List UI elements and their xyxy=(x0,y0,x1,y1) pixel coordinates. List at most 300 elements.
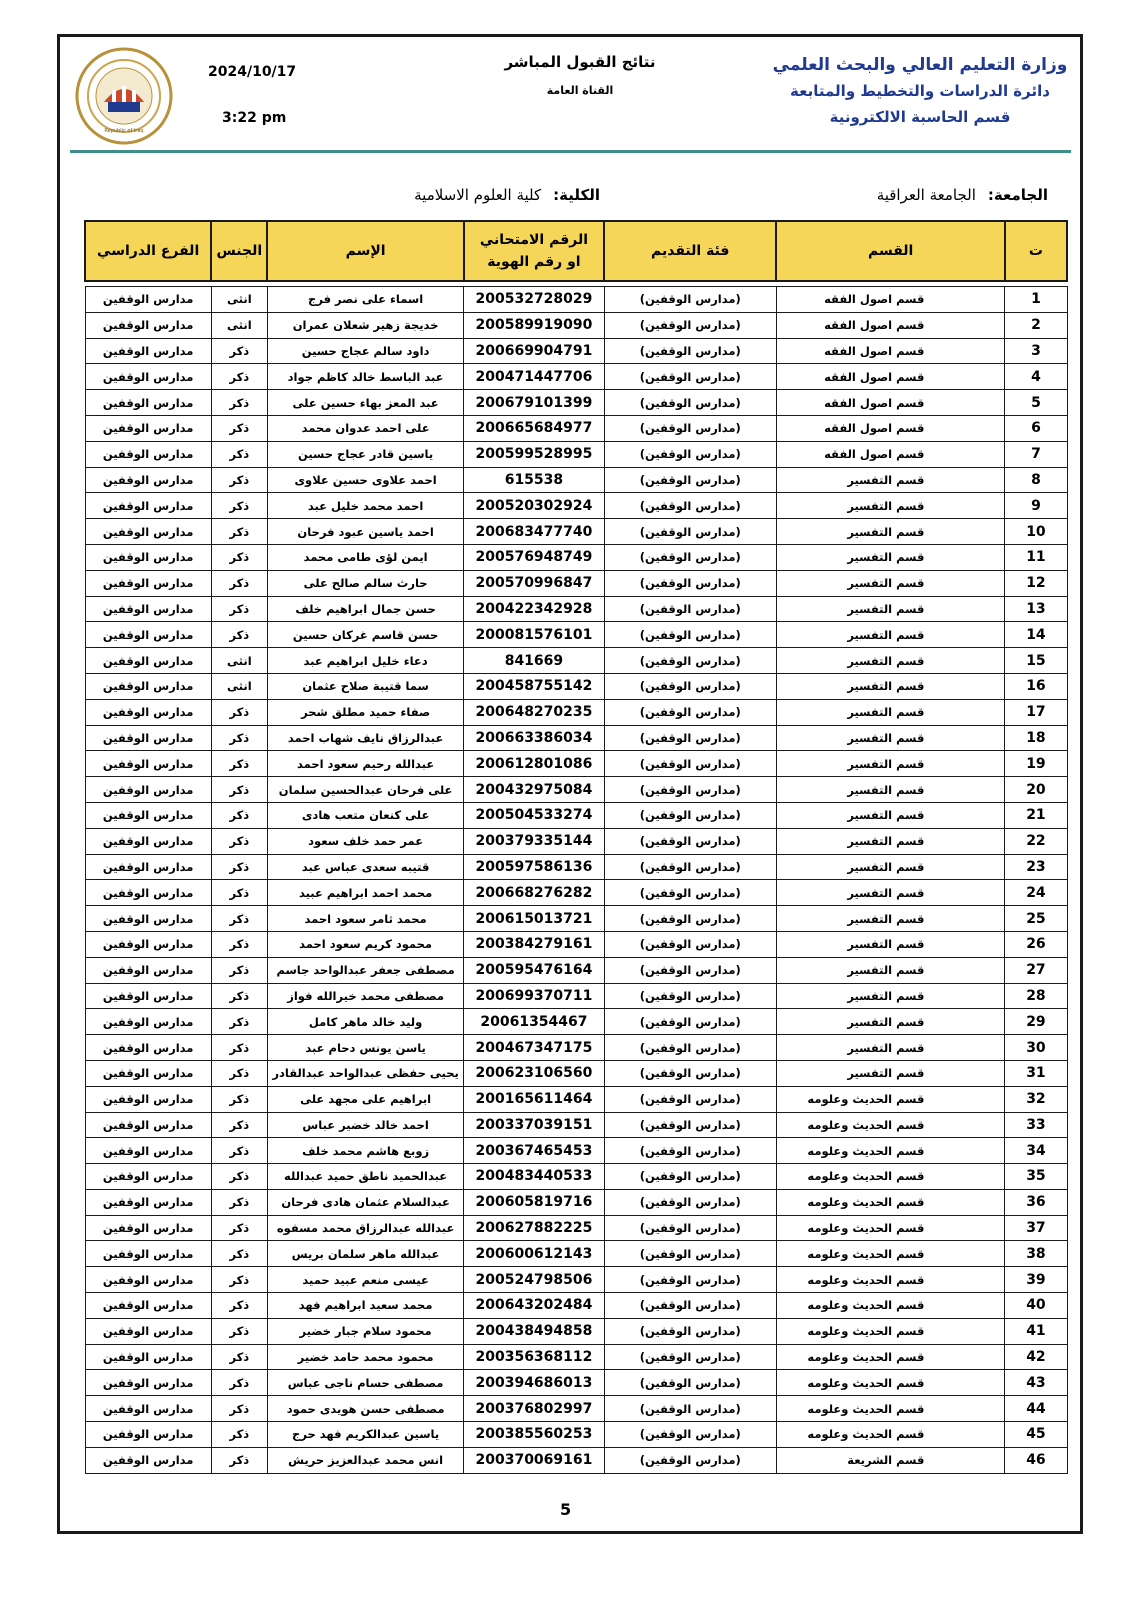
row-exam-number: 200081576101 xyxy=(464,622,604,648)
row-exam-number: 200683477740 xyxy=(464,519,604,545)
row-department: قسم التفسير xyxy=(776,854,1004,880)
college-label: الكلية: xyxy=(553,186,600,204)
table-row xyxy=(85,906,1067,932)
row-branch: مدارس الوقفين xyxy=(85,338,211,364)
row-department: قسم التفسير xyxy=(776,493,1004,519)
row-name: ياسين قادر عجاج حسين xyxy=(267,441,463,467)
row-branch: مدارس الوقفين xyxy=(85,312,211,338)
directorate-name: دائرة الدراسات والتخطيط والمتابعة xyxy=(790,82,1050,100)
table-row xyxy=(85,287,1067,313)
row-index: 27 xyxy=(1005,957,1067,983)
row-gender: ذكر xyxy=(211,1215,267,1241)
row-gender: ذكر xyxy=(211,931,267,957)
table-row xyxy=(85,364,1067,390)
table-row xyxy=(85,312,1067,338)
row-exam-number: 615538 xyxy=(464,467,604,493)
table-row xyxy=(85,699,1067,725)
row-branch: مدارس الوقفين xyxy=(85,1344,211,1370)
row-department: قسم التفسير xyxy=(776,622,1004,648)
row-category: (مدارس الوقفين) xyxy=(604,906,776,932)
row-name: ياسن يونس دحام عبد xyxy=(267,1035,463,1061)
row-branch: مدارس الوقفين xyxy=(85,1086,211,1112)
row-category: (مدارس الوقفين) xyxy=(604,1112,776,1138)
row-branch: مدارس الوقفين xyxy=(85,441,211,467)
row-gender: ذكر xyxy=(211,467,267,493)
row-branch: مدارس الوقفين xyxy=(85,957,211,983)
row-category: (مدارس الوقفين) xyxy=(604,957,776,983)
table-row xyxy=(85,570,1067,596)
row-name: عيسى منعم عبيد حميد xyxy=(267,1267,463,1293)
row-category: (مدارس الوقفين) xyxy=(604,699,776,725)
document-heading xyxy=(455,50,705,97)
row-name: مصطفى محمد خيرالله فواز xyxy=(267,983,463,1009)
row-gender: ذكر xyxy=(211,1189,267,1215)
row-branch: مدارس الوقفين xyxy=(85,802,211,828)
table-row xyxy=(85,1112,1067,1138)
table-row xyxy=(85,828,1067,854)
row-category: (مدارس الوقفين) xyxy=(604,983,776,1009)
row-branch: مدارس الوقفين xyxy=(85,622,211,648)
row-name: ياسين عبدالكريم فهد حرج xyxy=(267,1422,463,1448)
row-exam-number: 200524798506 xyxy=(464,1267,604,1293)
table-row xyxy=(85,415,1067,441)
row-exam-number: 200669904791 xyxy=(464,338,604,364)
row-department: قسم الشريعة xyxy=(776,1447,1004,1473)
row-department: قسم التفسير xyxy=(776,1060,1004,1086)
page-number: 5 xyxy=(560,1500,572,1519)
row-gender: ذكر xyxy=(211,1164,267,1190)
row-branch: مدارس الوقفين xyxy=(85,673,211,699)
row-index: 39 xyxy=(1005,1267,1067,1293)
row-branch: مدارس الوقفين xyxy=(85,777,211,803)
table-row xyxy=(85,751,1067,777)
row-department: قسم التفسير xyxy=(776,673,1004,699)
print-date: 2024/10/17 xyxy=(208,64,297,80)
row-exam-number: 200337039151 xyxy=(464,1112,604,1138)
row-department: قسم التفسير xyxy=(776,467,1004,493)
row-category: (مدارس الوقفين) xyxy=(604,1293,776,1319)
print-time: 3:22 pm xyxy=(222,110,287,126)
row-name: مصطفى حسام ناجى عباس xyxy=(267,1370,463,1396)
row-department: قسم اصول الفقه xyxy=(776,441,1004,467)
college-field xyxy=(340,186,600,204)
row-gender: ذكر xyxy=(211,802,267,828)
row-department: قسم الحديث وعلومه xyxy=(776,1318,1004,1344)
table-row xyxy=(85,441,1067,467)
row-gender: ذكر xyxy=(211,544,267,570)
row-category: (مدارس الوقفين) xyxy=(604,1164,776,1190)
university-field xyxy=(877,186,1048,204)
row-index: 32 xyxy=(1005,1086,1067,1112)
row-index: 30 xyxy=(1005,1035,1067,1061)
row-index: 2 xyxy=(1005,312,1067,338)
row-category: (مدارس الوقفين) xyxy=(604,570,776,596)
row-category: (مدارس الوقفين) xyxy=(604,854,776,880)
row-name: خديجة زهير شعلان عمران xyxy=(267,312,463,338)
row-name: محمد سعيد ابراهيم فهد xyxy=(267,1293,463,1319)
row-gender: ذكر xyxy=(211,777,267,803)
row-index: 24 xyxy=(1005,880,1067,906)
table-row xyxy=(85,1318,1067,1344)
table-row xyxy=(85,1189,1067,1215)
row-name: على احمد عدوان محمد xyxy=(267,415,463,441)
table-row xyxy=(85,983,1067,1009)
row-category: (مدارس الوقفين) xyxy=(604,777,776,803)
row-index: 16 xyxy=(1005,673,1067,699)
row-category: (مدارس الوقفين) xyxy=(604,1086,776,1112)
row-category: (مدارس الوقفين) xyxy=(604,1241,776,1267)
row-department: قسم الحديث وعلومه xyxy=(776,1344,1004,1370)
row-branch: مدارس الوقفين xyxy=(85,493,211,519)
row-name: ايمن لؤى طامى محمد xyxy=(267,544,463,570)
row-department: قسم الحديث وعلومه xyxy=(776,1267,1004,1293)
row-department: قسم التفسير xyxy=(776,648,1004,674)
row-branch: مدارس الوقفين xyxy=(85,751,211,777)
row-department: قسم التفسير xyxy=(776,777,1004,803)
row-branch: مدارس الوقفين xyxy=(85,1138,211,1164)
table-row xyxy=(85,854,1067,880)
row-branch: مدارس الوقفين xyxy=(85,415,211,441)
table-row xyxy=(85,1370,1067,1396)
row-branch: مدارس الوقفين xyxy=(85,1318,211,1344)
row-branch: مدارس الوقفين xyxy=(85,570,211,596)
row-department: قسم الحديث وعلومه xyxy=(776,1370,1004,1396)
row-exam-number: 200699370711 xyxy=(464,983,604,1009)
row-exam-number: 200589919090 xyxy=(464,312,604,338)
row-category: (مدارس الوقفين) xyxy=(604,493,776,519)
row-name: احمد علاوى حسين علاوى xyxy=(267,467,463,493)
row-category: (مدارس الوقفين) xyxy=(604,673,776,699)
col-header-department: القسم xyxy=(776,221,1004,281)
row-name: اسماء على نصر فرج xyxy=(267,287,463,313)
row-department: قسم التفسير xyxy=(776,596,1004,622)
row-department: قسم التفسير xyxy=(776,1009,1004,1035)
row-gender: ذكر xyxy=(211,1396,267,1422)
row-category: (مدارس الوقفين) xyxy=(604,1422,776,1448)
row-exam-number: 200576948749 xyxy=(464,544,604,570)
row-category: (مدارس الوقفين) xyxy=(604,338,776,364)
row-branch: مدارس الوقفين xyxy=(85,648,211,674)
row-department: قسم الحديث وعلومه xyxy=(776,1138,1004,1164)
row-department: قسم الحديث وعلومه xyxy=(776,1086,1004,1112)
row-gender: ذكر xyxy=(211,1138,267,1164)
row-index: 26 xyxy=(1005,931,1067,957)
row-exam-number: 200384279161 xyxy=(464,931,604,957)
table-row xyxy=(85,1447,1067,1473)
row-name: زوبع هاشم محمد خلف xyxy=(267,1138,463,1164)
row-branch: مدارس الوقفين xyxy=(85,1241,211,1267)
row-name: حسن قاسم غركان حسين xyxy=(267,622,463,648)
row-gender: ذكر xyxy=(211,725,267,751)
row-branch: مدارس الوقفين xyxy=(85,364,211,390)
row-branch: مدارس الوقفين xyxy=(85,467,211,493)
row-name: دعاء خليل ابراهيم عبد xyxy=(267,648,463,674)
table-row xyxy=(85,622,1067,648)
col-header-category: فئة التقديم xyxy=(604,221,776,281)
row-exam-number: 200612801086 xyxy=(464,751,604,777)
row-index: 19 xyxy=(1005,751,1067,777)
row-name: محمد احمد ابراهيم عبيد xyxy=(267,880,463,906)
row-gender: انثى xyxy=(211,673,267,699)
row-exam-number: 200458755142 xyxy=(464,673,604,699)
table-row xyxy=(85,467,1067,493)
row-branch: مدارس الوقفين xyxy=(85,1164,211,1190)
row-index: 34 xyxy=(1005,1138,1067,1164)
row-name: عبدالحميد ناطق حميد عبدالله xyxy=(267,1164,463,1190)
row-category: (مدارس الوقفين) xyxy=(604,312,776,338)
row-name: سما قتيبة صلاح عثمان xyxy=(267,673,463,699)
row-gender: ذكر xyxy=(211,1293,267,1319)
row-department: قسم التفسير xyxy=(776,519,1004,545)
row-gender: ذكر xyxy=(211,1422,267,1448)
row-category: (مدارس الوقفين) xyxy=(604,828,776,854)
row-name: محمود سلام جبار خضير xyxy=(267,1318,463,1344)
table-row xyxy=(85,596,1067,622)
row-department: قسم التفسير xyxy=(776,1035,1004,1061)
table-row xyxy=(85,931,1067,957)
table-row xyxy=(85,1035,1067,1061)
row-gender: ذكر xyxy=(211,751,267,777)
row-branch: مدارس الوقفين xyxy=(85,519,211,545)
row-index: 38 xyxy=(1005,1241,1067,1267)
row-name: محمد ثامر سعود احمد xyxy=(267,906,463,932)
row-exam-number: 200643202484 xyxy=(464,1293,604,1319)
row-department: قسم الحديث وعلومه xyxy=(776,1396,1004,1422)
row-department: قسم التفسير xyxy=(776,699,1004,725)
row-branch: مدارس الوقفين xyxy=(85,828,211,854)
col-header-branch: الفرع الدراسي xyxy=(85,221,211,281)
row-category: (مدارس الوقفين) xyxy=(604,544,776,570)
table-row xyxy=(85,777,1067,803)
college-value: كلية العلوم الاسلامية xyxy=(414,186,542,204)
row-gender: انثى xyxy=(211,287,267,313)
row-department: قسم الحديث وعلومه xyxy=(776,1215,1004,1241)
row-name: عبدالسلام عثمان هادى فرحان xyxy=(267,1189,463,1215)
row-index: 22 xyxy=(1005,828,1067,854)
row-department: قسم التفسير xyxy=(776,751,1004,777)
table-row xyxy=(85,1293,1067,1319)
row-name: عبدالرزاق نايف شهاب احمد xyxy=(267,725,463,751)
table-row xyxy=(85,1138,1067,1164)
table-row xyxy=(85,673,1067,699)
row-exam-number: 200679101399 xyxy=(464,390,604,416)
header-divider xyxy=(70,150,1071,153)
row-name: عبدالله عبدالرزاق محمد مسفوه xyxy=(267,1215,463,1241)
row-category: (مدارس الوقفين) xyxy=(604,1344,776,1370)
row-category: (مدارس الوقفين) xyxy=(604,931,776,957)
row-name: حارث سالم صالح على xyxy=(267,570,463,596)
row-index: 20 xyxy=(1005,777,1067,803)
row-name: عبد الباسط خالد كاظم جواد xyxy=(267,364,463,390)
row-exam-number: 841669 xyxy=(464,648,604,674)
row-name: مصطفى جعفر عبدالواحد جاسم xyxy=(267,957,463,983)
row-index: 18 xyxy=(1005,725,1067,751)
row-name: مصطفى حسن هويدى حمود xyxy=(267,1396,463,1422)
row-gender: ذكر xyxy=(211,699,267,725)
row-gender: ذكر xyxy=(211,1060,267,1086)
row-branch: مدارس الوقفين xyxy=(85,1422,211,1448)
row-category: (مدارس الوقفين) xyxy=(604,802,776,828)
col-header-exam-number: الرقم الامتحاني او رقم الهوية xyxy=(464,221,604,281)
table-row xyxy=(85,1086,1067,1112)
row-category: (مدارس الوقفين) xyxy=(604,1138,776,1164)
table-row xyxy=(85,1267,1067,1293)
admission-results-table xyxy=(84,220,1068,1474)
row-category: (مدارس الوقفين) xyxy=(604,880,776,906)
table-row xyxy=(85,725,1067,751)
row-gender: ذكر xyxy=(211,570,267,596)
row-exam-number: 20061354467 xyxy=(464,1009,604,1035)
table-row xyxy=(85,1396,1067,1422)
row-index: 29 xyxy=(1005,1009,1067,1035)
row-branch: مدارس الوقفين xyxy=(85,931,211,957)
row-exam-number: 200648270235 xyxy=(464,699,604,725)
row-gender: ذكر xyxy=(211,596,267,622)
row-branch: مدارس الوقفين xyxy=(85,1009,211,1035)
row-exam-number: 200600612143 xyxy=(464,1241,604,1267)
row-name: قتيبه سعدى عباس عبد xyxy=(267,854,463,880)
row-index: 3 xyxy=(1005,338,1067,364)
row-index: 31 xyxy=(1005,1060,1067,1086)
row-department: قسم الحديث وعلومه xyxy=(776,1189,1004,1215)
row-index: 6 xyxy=(1005,415,1067,441)
row-category: (مدارس الوقفين) xyxy=(604,364,776,390)
row-branch: مدارس الوقفين xyxy=(85,725,211,751)
row-department: قسم اصول الفقه xyxy=(776,338,1004,364)
row-exam-number: 200665684977 xyxy=(464,415,604,441)
row-exam-number: 200394686013 xyxy=(464,1370,604,1396)
ministry-seal-logo xyxy=(74,46,174,146)
ministry-name: وزارة التعليم العالي والبحث العلمي xyxy=(772,55,1068,75)
row-gender: ذكر xyxy=(211,906,267,932)
table-row xyxy=(85,1344,1067,1370)
row-index: 35 xyxy=(1005,1164,1067,1190)
row-exam-number: 200627882225 xyxy=(464,1215,604,1241)
university-label: الجامعة: xyxy=(987,186,1048,204)
row-department: قسم التفسير xyxy=(776,957,1004,983)
row-category: (مدارس الوقفين) xyxy=(604,441,776,467)
row-name: محمود محمد حامد خضير xyxy=(267,1344,463,1370)
row-index: 36 xyxy=(1005,1189,1067,1215)
row-index: 28 xyxy=(1005,983,1067,1009)
row-gender: ذكر xyxy=(211,1241,267,1267)
row-index: 25 xyxy=(1005,906,1067,932)
row-exam-number: 200356368112 xyxy=(464,1344,604,1370)
row-category: (مدارس الوقفين) xyxy=(604,415,776,441)
row-category: (مدارس الوقفين) xyxy=(604,287,776,313)
row-exam-number: 200599528995 xyxy=(464,441,604,467)
row-category: (مدارس الوقفين) xyxy=(604,1215,776,1241)
row-department: قسم اصول الفقه xyxy=(776,287,1004,313)
row-branch: مدارس الوقفين xyxy=(85,287,211,313)
university-value: الجامعة العراقية xyxy=(876,186,976,204)
row-index: 17 xyxy=(1005,699,1067,725)
row-index: 44 xyxy=(1005,1396,1067,1422)
row-index: 23 xyxy=(1005,854,1067,880)
table-row xyxy=(85,802,1067,828)
row-gender: ذكر xyxy=(211,854,267,880)
row-index: 5 xyxy=(1005,390,1067,416)
table-row xyxy=(85,648,1067,674)
row-branch: مدارس الوقفين xyxy=(85,1112,211,1138)
row-gender: ذكر xyxy=(211,957,267,983)
row-exam-number: 200379335144 xyxy=(464,828,604,854)
row-category: (مدارس الوقفين) xyxy=(604,1035,776,1061)
table-row xyxy=(85,1422,1067,1448)
table-row xyxy=(85,1009,1067,1035)
row-category: (مدارس الوقفين) xyxy=(604,467,776,493)
row-department: قسم التفسير xyxy=(776,725,1004,751)
row-exam-number: 200376802997 xyxy=(464,1396,604,1422)
row-branch: مدارس الوقفين xyxy=(85,854,211,880)
row-index: 10 xyxy=(1005,519,1067,545)
row-exam-number: 200605819716 xyxy=(464,1189,604,1215)
row-name: يحيى حفظى عبدالواحد عبدالقادر xyxy=(267,1060,463,1086)
row-department: قسم الحديث وعلومه xyxy=(776,1293,1004,1319)
table-header-row xyxy=(85,221,1067,281)
row-branch: مدارس الوقفين xyxy=(85,906,211,932)
row-category: (مدارس الوقفين) xyxy=(604,390,776,416)
table-row xyxy=(85,544,1067,570)
table-row xyxy=(85,519,1067,545)
row-name: محمود كريم سعود احمد xyxy=(267,931,463,957)
row-branch: مدارس الوقفين xyxy=(85,1396,211,1422)
row-category: (مدارس الوقفين) xyxy=(604,1370,776,1396)
document-subtitle: القناة العامة xyxy=(546,84,614,97)
row-gender: ذكر xyxy=(211,441,267,467)
row-exam-number: 200370069161 xyxy=(464,1447,604,1473)
table-row xyxy=(85,493,1067,519)
row-gender: ذكر xyxy=(211,1009,267,1035)
row-name: عبد المعز بهاء حسين على xyxy=(267,390,463,416)
row-gender: ذكر xyxy=(211,828,267,854)
row-gender: ذكر xyxy=(211,983,267,1009)
row-branch: مدارس الوقفين xyxy=(85,1293,211,1319)
row-department: قسم التفسير xyxy=(776,828,1004,854)
row-name: عبدالله ماهر سلمان بريس xyxy=(267,1241,463,1267)
row-department: قسم التفسير xyxy=(776,802,1004,828)
row-department: قسم التفسير xyxy=(776,544,1004,570)
row-index: 14 xyxy=(1005,622,1067,648)
row-category: (مدارس الوقفين) xyxy=(604,725,776,751)
row-branch: مدارس الوقفين xyxy=(85,390,211,416)
row-department: قسم التفسير xyxy=(776,906,1004,932)
row-exam-number: 200483440533 xyxy=(464,1164,604,1190)
row-exam-number: 200432975084 xyxy=(464,777,604,803)
row-category: (مدارس الوقفين) xyxy=(604,751,776,777)
row-department: قسم الحديث وعلومه xyxy=(776,1164,1004,1190)
row-department: قسم التفسير xyxy=(776,931,1004,957)
row-exam-number: 200385560253 xyxy=(464,1422,604,1448)
row-name: انس محمد عبدالعزيز حريش xyxy=(267,1447,463,1473)
row-name: عبدالله رحيم سعود احمد xyxy=(267,751,463,777)
row-index: 11 xyxy=(1005,544,1067,570)
row-department: قسم اصول الفقه xyxy=(776,312,1004,338)
row-gender: ذكر xyxy=(211,415,267,441)
row-index: 1 xyxy=(1005,287,1067,313)
row-index: 7 xyxy=(1005,441,1067,467)
row-branch: مدارس الوقفين xyxy=(85,1060,211,1086)
row-category: (مدارس الوقفين) xyxy=(604,519,776,545)
row-index: 43 xyxy=(1005,1370,1067,1396)
row-gender: ذكر xyxy=(211,880,267,906)
ministry-block xyxy=(770,52,1070,130)
row-index: 46 xyxy=(1005,1447,1067,1473)
row-department: قسم الحديث وعلومه xyxy=(776,1112,1004,1138)
row-name: صفاء حميد مطلق شحر xyxy=(267,699,463,725)
row-exam-number: 200597586136 xyxy=(464,854,604,880)
row-exam-number: 200570996847 xyxy=(464,570,604,596)
